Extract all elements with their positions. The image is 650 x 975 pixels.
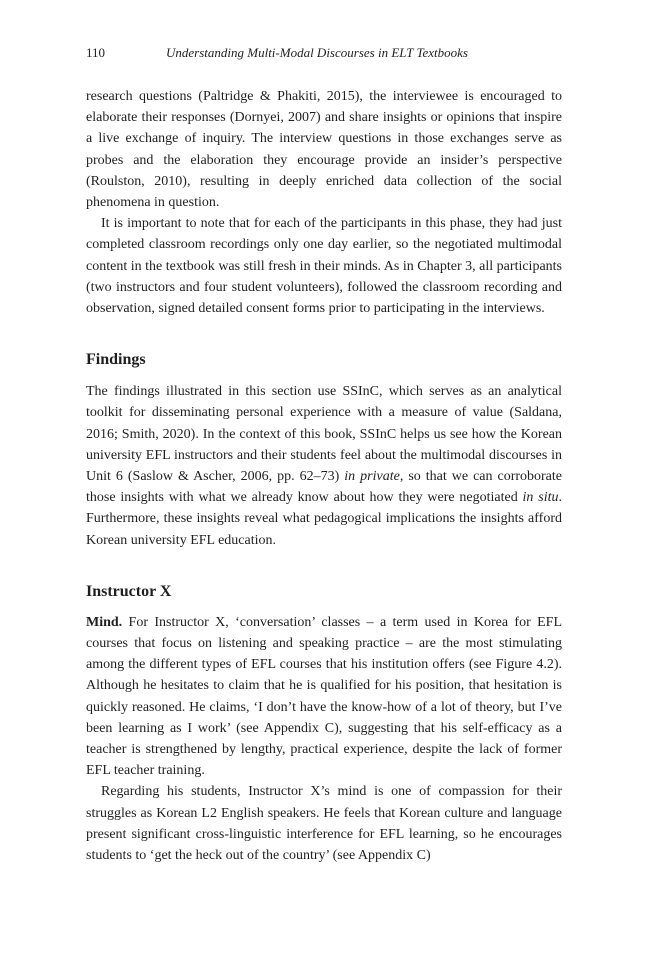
section-heading-instructor-x: Instructor X xyxy=(86,582,172,600)
paragraph-participants-note: It is important to note that for each of the participants in this phase, they had just completed classroom recordings only one day earlier, so the negotiated multimodal content in the textbook was still fresh in their minds. As in Chapter 3, all participants (two instructors and four student volunteers), followed the classroom recording and observation, signed detailed consent forms prior to participating in the interviews. xyxy=(86,216,562,317)
paragraph-findings-intro xyxy=(86,381,562,551)
paragraph-method-continuation: research questions (Paltridge & Phakiti, 2015), the interviewee is encouraged to elaborate their responses (Dornyei, 2007) and share insights or opinions that inspire a live exchange of inquiry. The interview questions in those exchanges serve as probes and the elaboration they encourage provide an insider’s perspective (Roulston, 2010), resulting in deeply enriched data collection of the social phenomena in question. xyxy=(86,89,562,211)
paragraph-students: Regarding his students, Instructor X’s mind is one of compassion for their struggles as Korean L2 English speakers. He feels that Korean culture and language present significant cross-linguistic interference for EFL learning, so he encourages students to ‘get the heck out of the country’ (see Appendix C) xyxy=(86,784,562,864)
text-span: , so that we can corroborate those insights with what we already know about how they were negotiated xyxy=(86,469,563,506)
italic-term-in-situ: in situ xyxy=(522,490,559,506)
text-span: . Furthermore, these insights reveal what pedagogical implications the insights afford Korean university EFL education. xyxy=(86,490,562,548)
text-span: The findings illustrated in this section use SSInC, which serves as an analytical toolkit for disseminating personal experience with a measure of value (Saldana, 2016; Smith, 2020). In the context of this book, SSInC helps us see how the Korean university EFL instructors and their students feel about the multimodal discourses in Unit 6 (Saslow & Ascher, 2006, pp. 62–73) xyxy=(86,384,562,485)
text-span: For Instructor X, ‘conversation’ classes – a term used in Korea for EFL courses that focus on listening and speaking practice – are the most stimulating among the different types of EFL courses that his institution offers (see Figure 4.2). Although he hesitates to claim that he is qualified for his position, that hesitation is quickly reasoned. He claims, ‘I don’t have the know-how of a lot of theory, but I’ve been learning as I work’ (see Appendix C), suggesting that his self-efficacy as a teacher is strengthened by lengthy, practical experience, despite the lack of former EFL teacher training. xyxy=(86,614,562,779)
running-title: Understanding Multi-Modal Discourses in ELT Textbooks xyxy=(166,45,468,60)
paragraph-mind xyxy=(86,612,562,782)
page-content xyxy=(86,86,562,866)
section-heading-findings: Findings xyxy=(86,351,146,369)
run-in-heading-mind: Mind. xyxy=(86,614,123,630)
italic-term-in-private: in private xyxy=(344,469,400,485)
running-header xyxy=(86,45,562,61)
page-number: 110 xyxy=(86,45,106,60)
